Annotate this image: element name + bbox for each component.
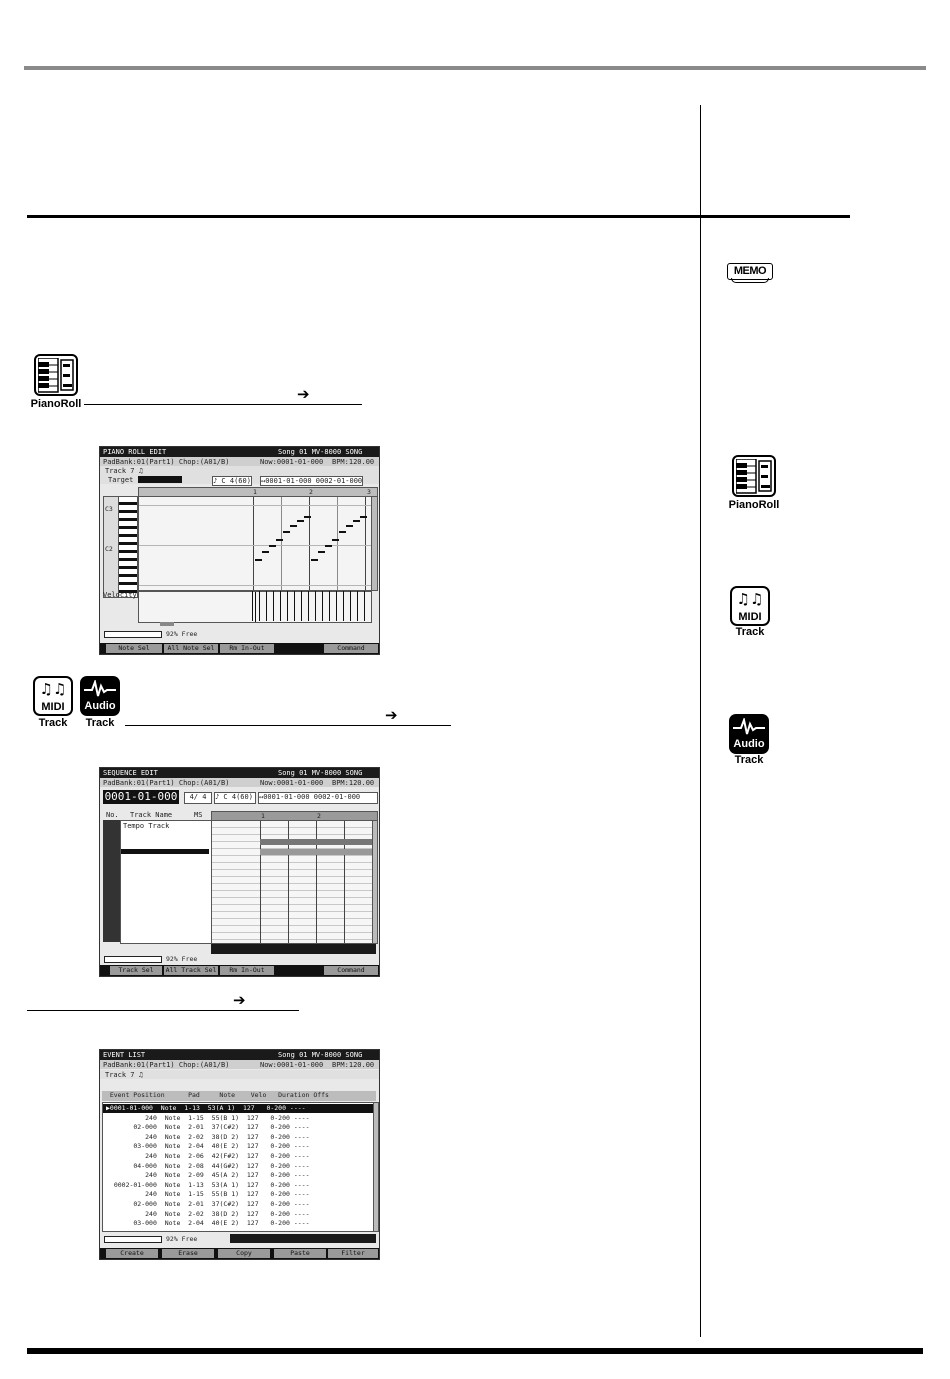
octave-column — [103, 496, 119, 598]
music-notes-icon: ♫♫ — [736, 590, 764, 608]
memo-label: MEMO — [727, 263, 773, 280]
time-sig-field[interactable]: 4/ 4 — [184, 792, 212, 804]
vertical-scrollbar[interactable] — [371, 496, 378, 591]
event-header: Event Position Pad Note Velo Duration Offs — [102, 1091, 376, 1101]
now-position: Now:0001-01-000 — [260, 779, 324, 787]
track-list[interactable] — [120, 820, 212, 944]
filter-button[interactable]: Filter — [328, 1249, 378, 1258]
event-table[interactable] — [102, 1102, 374, 1232]
tool-icon-bar[interactable] — [211, 944, 376, 954]
track-sel-button[interactable]: Track Sel — [110, 966, 162, 975]
copy-button[interactable]: Copy — [218, 1249, 270, 1258]
bpm: BPM:120.00 — [332, 458, 375, 466]
memory-free: 92% Free — [166, 630, 198, 638]
audio-label: Audio — [84, 700, 116, 712]
function-bar — [100, 965, 379, 976]
function-bar — [100, 643, 379, 654]
menu-path-line-2 — [125, 725, 451, 726]
arrow-right-icon: ➔ — [233, 991, 246, 1009]
section-rule — [27, 215, 850, 218]
pattern-info: PadBank:01(Part1) Chop:(A01/B) — [103, 1061, 230, 1069]
measure-1-label: 1 — [253, 488, 257, 496]
midi-track-icon — [728, 586, 772, 640]
all-note-sel-button[interactable]: All Note Sel — [164, 644, 218, 653]
rm-in-out-button[interactable]: Rm In-Out — [220, 966, 274, 975]
pianoroll-caption: PianoRoll — [30, 398, 82, 410]
music-notes-icon: ♫♫ — [39, 680, 67, 698]
audio-track-caption: Track — [85, 717, 115, 729]
horizontal-scrollbar[interactable] — [160, 622, 174, 626]
waveform-icon — [84, 680, 116, 698]
pianoroll-icon — [31, 354, 81, 412]
event-row[interactable]: 240 Note 2-09 45(A 2) 127 0-200 ---- — [106, 1171, 310, 1180]
memory-free: 92% Free — [166, 955, 198, 963]
event-row[interactable]: 03-000 Note 2-04 40(E 2) 127 0-200 ---- — [106, 1219, 310, 1228]
measure-2-label: 2 — [317, 812, 321, 820]
track-field[interactable]: Track 7 ♫ — [105, 467, 143, 475]
now-position: Now:0001-01-000 — [260, 1061, 324, 1069]
bpm: BPM:120.00 — [332, 1061, 375, 1069]
selected-track-row[interactable] — [121, 849, 209, 854]
event-row[interactable]: 240 Note 2-02 38(D 2) 127 0-200 ---- — [106, 1209, 310, 1218]
target-label: Target — [108, 476, 134, 484]
track-grid[interactable] — [211, 820, 373, 944]
pattern-info: PadBank:01(Part1) Chop:(A01/B) — [103, 458, 230, 466]
margin-divider — [700, 105, 701, 1337]
command-button[interactable]: Command — [324, 966, 378, 975]
menu-path-line-3 — [27, 1010, 299, 1011]
song-info: Song 01 MV-8000 SONG — [278, 1051, 363, 1059]
memory-meter — [104, 631, 162, 638]
event-row[interactable]: 04-000 Note 2-08 44(G#2) 127 0-200 ---- — [106, 1161, 310, 1170]
audio-track-caption: Track — [734, 754, 764, 766]
bpm: BPM:120.00 — [332, 779, 375, 787]
event-row[interactable]: 240 Note 1-15 55(B 1) 127 0-200 ---- — [106, 1113, 310, 1122]
event-row[interactable]: 03-000 Note 2-04 40(E 2) 127 0-200 ---- — [106, 1142, 310, 1151]
pianoroll-caption: PianoRoll — [728, 499, 780, 511]
midi-track-icon — [31, 676, 75, 732]
top-rule — [24, 66, 926, 70]
memory-free: 92% Free — [166, 1235, 198, 1243]
velocity-bars — [252, 591, 370, 621]
pianoroll-icon — [727, 455, 781, 513]
all-track-sel-button[interactable]: All Track Sel — [165, 966, 217, 974]
tempo-track[interactable]: Tempo Track — [123, 822, 170, 830]
event-row[interactable]: 02-000 Note 2-01 37(C#2) 127 0-200 ---- — [106, 1123, 310, 1132]
arrow-right-icon: ➔ — [297, 385, 310, 403]
midi-label: MIDI — [41, 701, 65, 713]
event-row[interactable]: 240 Note 2-02 38(D 2) 127 0-200 ---- — [106, 1132, 310, 1141]
loop-range[interactable]: ↤0001-01-000 0002-01-000 — [258, 792, 378, 804]
screen-title: SEQUENCE EDIT — [103, 769, 158, 777]
rm-in-out-button[interactable]: Rm In-Out — [220, 644, 274, 653]
piano-keys-icon — [736, 459, 774, 495]
measure-2-label: 2 — [309, 488, 313, 496]
memory-meter — [104, 1236, 162, 1243]
col-no: No. — [106, 811, 119, 819]
measure-1-label: 1 — [261, 812, 265, 820]
event-row[interactable]: 240 Note 2-06 42(F#2) 127 0-200 ---- — [106, 1152, 310, 1160]
event-row[interactable]: ▶0001-01-000 Note 1-13 53(A 1) 127 0-200 ---- — [106, 1104, 306, 1112]
position-field[interactable]: 0001-01-000 — [104, 790, 178, 803]
velocity-label: Velocity — [103, 591, 137, 599]
col-ms: MS — [194, 811, 203, 819]
now-position: Now:0001-01-000 — [260, 458, 324, 466]
midi-track-caption: Track — [735, 626, 765, 638]
event-row[interactable]: 0002-01-000 Note 1-13 53(A 1) 127 0-200 ---- — [106, 1180, 310, 1189]
bottom-rule — [27, 1348, 923, 1354]
piano-keys-icon — [38, 358, 76, 394]
command-button[interactable]: Command — [324, 644, 378, 653]
audio-track-icon — [727, 714, 771, 768]
quantize-field[interactable]: ♪ C 4(60) — [213, 477, 251, 485]
note-sel-button[interactable]: Note Sel — [106, 644, 162, 653]
audio-label: Audio — [733, 738, 765, 750]
octave-c3: C3 — [105, 505, 113, 513]
screen-title: PIANO ROLL EDIT — [103, 448, 167, 456]
track-number-column — [103, 820, 120, 942]
paste-button[interactable]: Paste — [274, 1249, 326, 1258]
erase-button[interactable]: Erase — [162, 1249, 214, 1258]
function-bar — [100, 1248, 379, 1259]
event-row[interactable]: 02-000 Note 2-01 37(C#2) 127 0-200 ---- — [106, 1200, 310, 1208]
loop-range[interactable]: ↤0001-01-000 0002-01-000 — [261, 477, 363, 485]
sequence-screen — [99, 767, 380, 977]
note-grid[interactable] — [138, 496, 372, 591]
screen-title: EVENT LIST — [103, 1051, 146, 1059]
song-info: Song 01 MV-8000 SONG — [278, 448, 363, 456]
target-field[interactable] — [138, 476, 182, 483]
midi-track-caption: Track — [38, 717, 68, 729]
arrow-right-icon: ➔ — [385, 706, 398, 724]
memory-meter — [104, 956, 162, 963]
piano-roll-screen — [99, 446, 380, 655]
create-button[interactable]: Create — [106, 1249, 158, 1258]
event-row[interactable]: 240 Note 1-15 55(B 1) 127 0-200 ---- — [106, 1190, 310, 1199]
octave-c2: C2 — [105, 545, 113, 553]
waveform-icon — [733, 718, 765, 736]
memo-icon — [727, 263, 771, 285]
track-field[interactable]: Track 7 ♫ — [105, 1071, 143, 1079]
col-track-name: Track Name — [130, 811, 173, 819]
song-info: Song 01 MV-8000 SONG — [278, 769, 363, 777]
quantize-field[interactable]: ♪ C 4(60) — [214, 792, 256, 804]
keyboard[interactable] — [118, 496, 138, 598]
vertical-scrollbar[interactable] — [373, 1102, 379, 1232]
vertical-scrollbar[interactable] — [372, 820, 378, 944]
audio-track-icon — [78, 676, 122, 732]
midi-label: MIDI — [738, 611, 762, 623]
pattern-info: PadBank:01(Part1) Chop:(A01/B) — [103, 779, 230, 787]
event-list-screen — [99, 1049, 380, 1260]
menu-path-line-1 — [84, 404, 362, 405]
measure-3-label: 3 — [367, 488, 371, 496]
